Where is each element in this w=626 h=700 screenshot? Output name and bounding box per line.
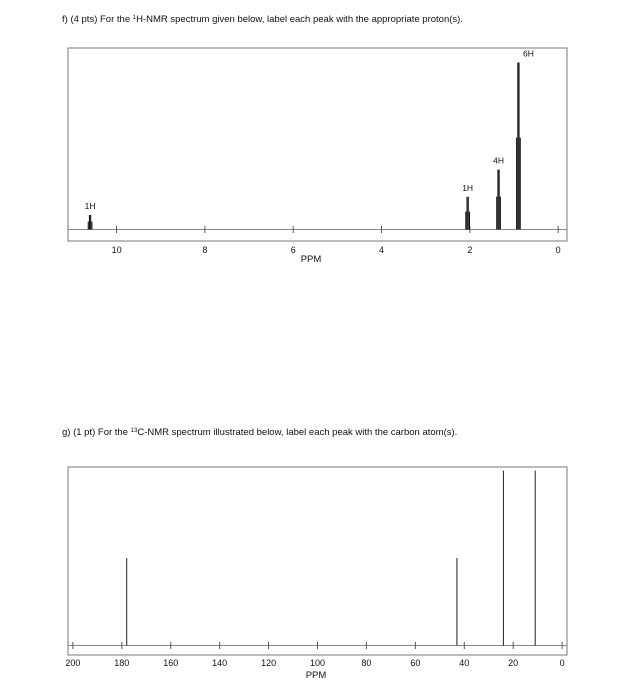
c-nmr-x-axis-title: PPM	[305, 670, 327, 681]
h-nmr-tick-label: 8	[202, 245, 208, 255]
h-nmr-frame	[68, 48, 567, 241]
h-nmr-peak-label: 4H	[493, 155, 504, 166]
h-nmr-tick-label: 6	[290, 245, 296, 255]
c-nmr-spectrum	[65, 467, 567, 681]
h-nmr-peak-label: 6H	[522, 48, 534, 59]
h-nmr-x-axis-title: PPM	[300, 254, 322, 265]
question-g-prefix: g) (1 pt) For the	[62, 427, 131, 438]
c-nmr-tick-label: 180	[114, 658, 130, 668]
c-nmr-frame	[68, 467, 567, 655]
c-nmr-tick-label: 60	[410, 658, 421, 668]
question-f-superscript: 1	[132, 15, 137, 21]
c-nmr-tick-label: 120	[261, 658, 277, 668]
h-nmr-tick-label: 10	[111, 245, 122, 255]
h-nmr-spectrum	[68, 48, 567, 265]
question-f-prefix: f) (4 pts) For the	[62, 14, 133, 25]
c-nmr-tick-label: 20	[508, 658, 519, 668]
c-nmr-tick-label: 80	[361, 658, 372, 668]
c-nmr-tick-label: 200	[65, 658, 81, 668]
c-nmr-tick-label: 160	[163, 658, 179, 668]
h-nmr-tick-label: 0	[555, 245, 561, 255]
c-nmr-tick-label: 140	[212, 658, 228, 668]
c-nmr-tick-label: 100	[309, 658, 326, 668]
h-nmr-tick-label: 4	[379, 245, 385, 255]
question-f-suffix: H-NMR spectrum given below, label each peak with the appropriate proton(s).	[136, 14, 463, 25]
c-nmr-tick-label: 0	[559, 658, 565, 668]
question-g-suffix: C-NMR spectrum illustrated below, label each peak with the carbon atom(s).	[137, 427, 458, 438]
h-nmr-tick-label: 2	[467, 245, 473, 255]
question-g-superscript: 13	[130, 428, 138, 434]
h-nmr-peak-label: 1H	[84, 200, 96, 211]
h-nmr-peak-label: 1H	[462, 182, 474, 193]
c-nmr-tick-label: 40	[459, 658, 470, 668]
